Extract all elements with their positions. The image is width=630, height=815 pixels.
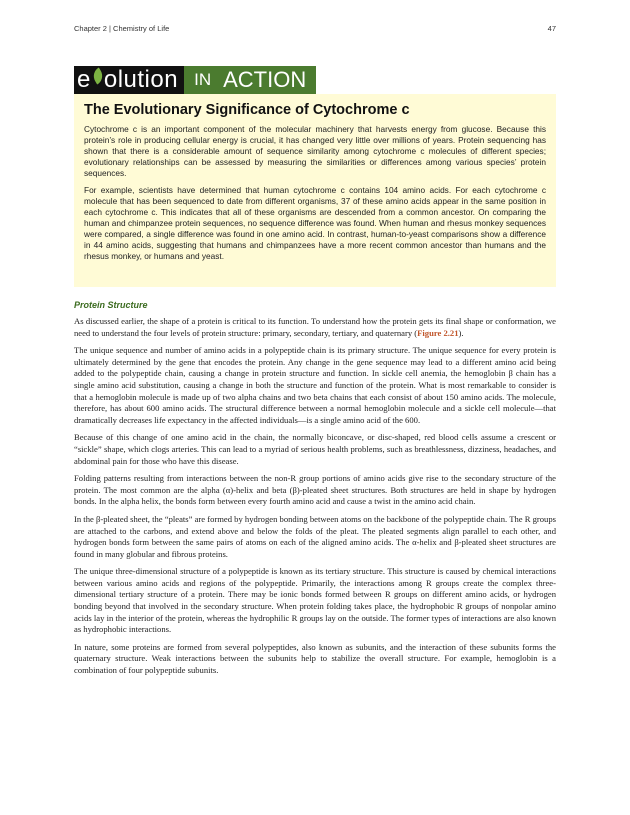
feature-title: The Evolutionary Significance of Cytochrome c [84,102,410,118]
feature-paragraph: For example, scientists have determined that human cytochrome c contains 104 amino acids. For each cytochrome c molecule that has been sequenced to date from different organisms, 37 of these amino acids appear in the same position in each cytochrome c. This indicates that all of these organisms are descended from a common ancestor. On comparing the human and chimpanzee protein sequences, no sequence difference was found. When human and rhesus monkey sequences were compared, a single difference was found in one amino acid. In contrast, human-to-yeast comparisons show a difference in 44 amino acids, suggesting that humans and chimpanzees have a more recent common ancestor than humans and the rhesus monkey, or humans and yeast. [84,185,546,261]
logo-word: olution [103,66,179,93]
body-paragraph: In nature, some proteins are formed from several polypeptides, also known as subunits, and the interaction of these subunits forms the quaternary structure. Weak interactions between the subunits help to stabilize the overall structure. For example, hemoglobin is a combination of four polypeptide subunits. [74,641,556,676]
section-title: Protein Structure [74,300,148,310]
paragraph-text: As discussed earlier, the shape of a protein is critical to its function. To understand how the protein gets its final shape or conformation, we need to understand the four levels of protein structure: primary, secondary, tertiary, and quaternary ( [74,316,556,338]
chapter-title: Chapter 2 | Chemistry of Life [74,24,170,33]
body-paragraph [74,316,556,339]
in-action-label [184,66,316,94]
feature-box [74,94,556,287]
feature-paragraph: Cytochrome c is an important component of the molecular machinery that harvests energy from glucose. Because this protein’s role in producing cellular energy is crucial, it has changed very little over millions of years. Protein sequencing has shown that there is a considerable amount of sequence similarity among cytochrome c molecules of different species; evolutionary relationships can be assessed by measuring the similarities or differences among various species’ protein sequences. [84,124,546,178]
body-paragraph: The unique three-dimensional structure of a polypeptide is known as its tertiary structure. This structure is caused by chemical interactions between various amino acids and regions of the polypeptide. Primarily, the interactions among R groups create the complex three-dimensional tertiary structure of a protein. There may be ionic bonds formed between R groups on different amino acids, or hydrogen bonding beyond that involved in the secondary structure. When protein folding takes place, the hydrophobic R groups of nonpolar amino acids lay in the interior of the protein, whereas the hydrophilic R groups lay on the outside. The former types of interactions are also known as hydrophobic interactions. [74,566,556,635]
logo-in: IN [194,70,212,89]
body-paragraph: Because of this change of one amino acid in the chain, the normally biconcave, or disc-shaped, red blood cells assume a crescent or “sickle” shape, which clogs arteries. This can lead to a myriad of serious health problems, such as breathlessness, dizziness, headaches, and abdominal pain for those who have this disease. [74,432,556,466]
logo-letter-e: e [77,66,91,93]
evolution-logo [74,66,184,94]
body-paragraph: The unique sequence and number of amino acids in a polypeptide chain is its primary structure. The unique sequence for every protein is ultimately determined by the gene that encodes the protein. Any change in the gene sequence may lead to a different amino acid being added to the polypeptide chain, causing a change in protein structure and function. In sickle cell anemia, the hemoglobin β chain has a single amino acid substitution, causing a change in both the structure and function of the protein. What is most remarkable to consider is that a hemoglobin molecule is made up of two alpha chains and two beta chains that each consist of about 150 amino acids. The molecule, therefore, has about 600 amino acids. The structural difference between a normal hemoglobin molecule and a sickle cell molecule—that dramatically decreases life expectancy in the affected individuals—is a single amino acid of the 600. [74,345,556,425]
paragraph-text: ). [458,327,464,338]
evolution-in-action-banner [74,66,316,94]
main-content [74,300,556,683]
figure-link[interactable]: Figure 2.21 [417,327,459,338]
page-number: 47 [547,24,556,33]
body-paragraph: In the β-pleated sheet, the “pleats” are formed by hydrogen bonding between atoms on the backbone of the polypeptide chain. The R groups are attached to the carbons, and extend above and below the folds of the pleat. The pleated segments align parallel to each other, and hydrogen bonds form between the same pairs of atoms on each of the aligned amino acids. The α-helix and β-pleated sheet structures are found in many globular and fibrous proteins. [74,513,556,559]
logo-action: ACTION [223,67,307,92]
page-header [74,24,556,33]
body-paragraph: Folding patterns resulting from interactions between the non-R group portions of amino acids give rise to the secondary structure of the protein. The most common are the alpha (α)-helix and beta (β)-pleated sheet structures. Both structures are held in shape by hydrogen bonds. In the alpha helix, the bonds form between every fourth amino acid and cause a twist in the amino acid chain. [74,473,556,507]
